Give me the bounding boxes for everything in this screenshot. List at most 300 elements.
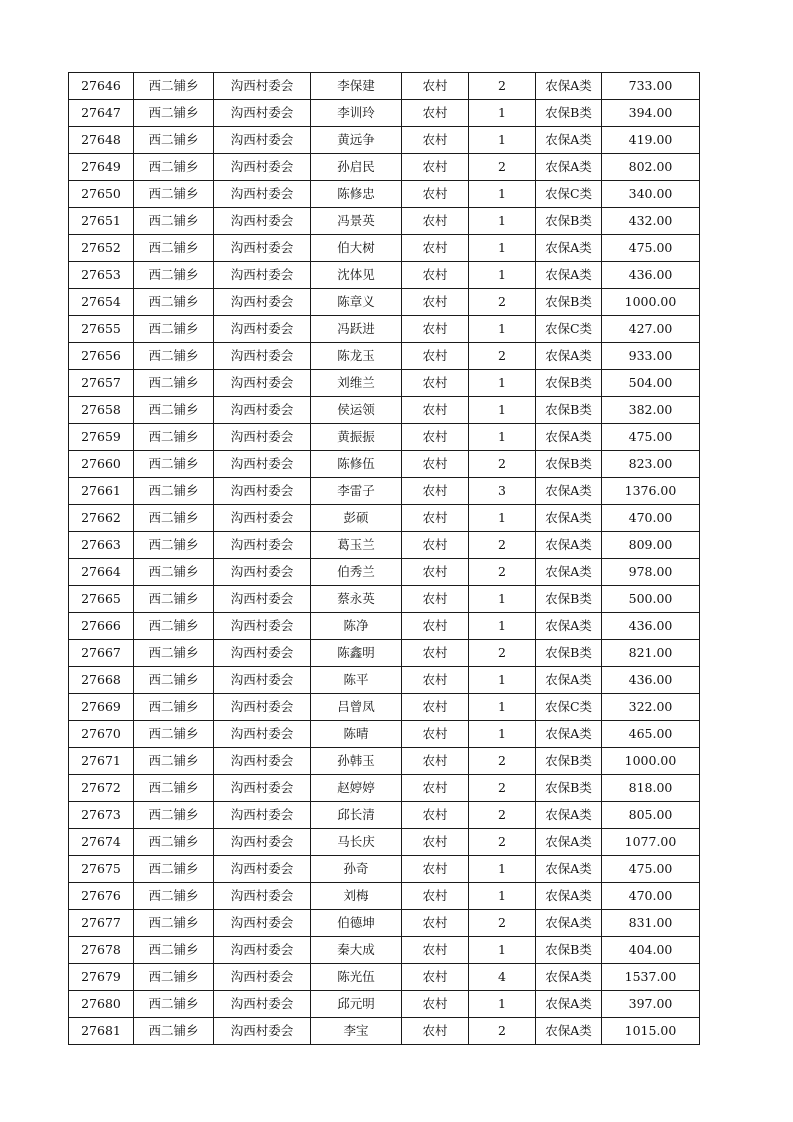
household-size-cell: 1 — [469, 235, 536, 262]
record-id-cell: 27650 — [69, 181, 134, 208]
village-committee-cell: 沟西村委会 — [214, 559, 311, 586]
household-size-cell: 1 — [469, 208, 536, 235]
person-name-cell: 秦大成 — [311, 937, 402, 964]
insurance-category-cell: 农保A类 — [536, 1018, 602, 1045]
record-id-cell: 27678 — [69, 937, 134, 964]
amount-cell: 500.00 — [602, 586, 700, 613]
insurance-category-cell: 农保C类 — [536, 694, 602, 721]
amount-cell: 340.00 — [602, 181, 700, 208]
household-size-cell: 2 — [469, 289, 536, 316]
record-id-cell: 27651 — [69, 208, 134, 235]
table-row — [69, 586, 700, 613]
household-size-cell: 1 — [469, 883, 536, 910]
table-row — [69, 370, 700, 397]
record-id-cell: 27661 — [69, 478, 134, 505]
person-name-cell: 沈体见 — [311, 262, 402, 289]
record-id-cell: 27666 — [69, 613, 134, 640]
insurance-category-cell: 农保B类 — [536, 289, 602, 316]
record-id-cell: 27647 — [69, 100, 134, 127]
insurance-category-cell: 农保A类 — [536, 235, 602, 262]
amount-cell: 470.00 — [602, 883, 700, 910]
area-type-cell: 农村 — [402, 478, 469, 505]
area-type-cell: 农村 — [402, 802, 469, 829]
village-committee-cell: 沟西村委会 — [214, 154, 311, 181]
table-row — [69, 397, 700, 424]
table-row — [69, 856, 700, 883]
village-committee-cell: 沟西村委会 — [214, 883, 311, 910]
record-id-cell: 27659 — [69, 424, 134, 451]
table-row — [69, 559, 700, 586]
area-type-cell: 农村 — [402, 748, 469, 775]
household-size-cell: 1 — [469, 667, 536, 694]
table-row — [69, 694, 700, 721]
village-committee-cell: 沟西村委会 — [214, 991, 311, 1018]
person-name-cell: 孙启民 — [311, 154, 402, 181]
insurance-category-cell: 农保C类 — [536, 316, 602, 343]
person-name-cell: 孙奇 — [311, 856, 402, 883]
person-name-cell: 冯跃进 — [311, 316, 402, 343]
village-committee-cell: 沟西村委会 — [214, 181, 311, 208]
person-name-cell: 彭硕 — [311, 505, 402, 532]
village-committee-cell: 沟西村委会 — [214, 802, 311, 829]
area-type-cell: 农村 — [402, 100, 469, 127]
area-type-cell: 农村 — [402, 532, 469, 559]
township-cell: 西二铺乡 — [134, 640, 214, 667]
area-type-cell: 农村 — [402, 667, 469, 694]
household-size-cell: 2 — [469, 73, 536, 100]
township-cell: 西二铺乡 — [134, 451, 214, 478]
record-id-cell: 27674 — [69, 829, 134, 856]
household-size-cell: 2 — [469, 748, 536, 775]
township-cell: 西二铺乡 — [134, 208, 214, 235]
person-name-cell: 陈龙玉 — [311, 343, 402, 370]
person-name-cell: 伯德坤 — [311, 910, 402, 937]
amount-cell: 504.00 — [602, 370, 700, 397]
amount-cell: 1015.00 — [602, 1018, 700, 1045]
table-row — [69, 235, 700, 262]
area-type-cell: 农村 — [402, 937, 469, 964]
table-row — [69, 424, 700, 451]
table-body — [69, 73, 700, 1045]
area-type-cell: 农村 — [402, 559, 469, 586]
person-name-cell: 邱长清 — [311, 802, 402, 829]
household-size-cell: 1 — [469, 424, 536, 451]
person-name-cell: 葛玉兰 — [311, 532, 402, 559]
insurance-category-cell: 农保A类 — [536, 73, 602, 100]
village-committee-cell: 沟西村委会 — [214, 424, 311, 451]
amount-cell: 419.00 — [602, 127, 700, 154]
village-committee-cell: 沟西村委会 — [214, 910, 311, 937]
record-id-cell: 27670 — [69, 721, 134, 748]
record-id-cell: 27667 — [69, 640, 134, 667]
insurance-category-cell: 农保B类 — [536, 451, 602, 478]
village-committee-cell: 沟西村委会 — [214, 613, 311, 640]
person-name-cell: 陈晴 — [311, 721, 402, 748]
table-row — [69, 451, 700, 478]
township-cell: 西二铺乡 — [134, 478, 214, 505]
record-id-cell: 27652 — [69, 235, 134, 262]
record-id-cell: 27649 — [69, 154, 134, 181]
insurance-category-cell: 农保B类 — [536, 640, 602, 667]
insurance-category-cell: 农保C类 — [536, 181, 602, 208]
area-type-cell: 农村 — [402, 910, 469, 937]
amount-cell: 475.00 — [602, 424, 700, 451]
township-cell: 西二铺乡 — [134, 100, 214, 127]
person-name-cell: 孙韩玉 — [311, 748, 402, 775]
record-id-cell: 27671 — [69, 748, 134, 775]
table-row — [69, 775, 700, 802]
village-committee-cell: 沟西村委会 — [214, 964, 311, 991]
person-name-cell: 吕曾凤 — [311, 694, 402, 721]
amount-cell: 831.00 — [602, 910, 700, 937]
township-cell: 西二铺乡 — [134, 991, 214, 1018]
record-id-cell: 27648 — [69, 127, 134, 154]
township-cell: 西二铺乡 — [134, 667, 214, 694]
insurance-category-cell: 农保B类 — [536, 586, 602, 613]
area-type-cell: 农村 — [402, 154, 469, 181]
person-name-cell: 李宝 — [311, 1018, 402, 1045]
township-cell: 西二铺乡 — [134, 343, 214, 370]
household-size-cell: 2 — [469, 910, 536, 937]
township-cell: 西二铺乡 — [134, 748, 214, 775]
village-committee-cell: 沟西村委会 — [214, 748, 311, 775]
insurance-category-cell: 农保B类 — [536, 397, 602, 424]
record-id-cell: 27665 — [69, 586, 134, 613]
village-committee-cell: 沟西村委会 — [214, 262, 311, 289]
area-type-cell: 农村 — [402, 613, 469, 640]
township-cell: 西二铺乡 — [134, 721, 214, 748]
area-type-cell: 农村 — [402, 208, 469, 235]
person-name-cell: 邱元明 — [311, 991, 402, 1018]
person-name-cell: 伯秀兰 — [311, 559, 402, 586]
amount-cell: 1000.00 — [602, 289, 700, 316]
amount-cell: 475.00 — [602, 856, 700, 883]
household-size-cell: 2 — [469, 532, 536, 559]
record-id-cell: 27672 — [69, 775, 134, 802]
record-id-cell: 27658 — [69, 397, 134, 424]
area-type-cell: 农村 — [402, 235, 469, 262]
village-committee-cell: 沟西村委会 — [214, 316, 311, 343]
table-row — [69, 991, 700, 1018]
insurance-category-cell: 农保A类 — [536, 343, 602, 370]
village-committee-cell: 沟西村委会 — [214, 1018, 311, 1045]
township-cell: 西二铺乡 — [134, 586, 214, 613]
amount-cell: 802.00 — [602, 154, 700, 181]
record-id-cell: 27664 — [69, 559, 134, 586]
township-cell: 西二铺乡 — [134, 856, 214, 883]
village-committee-cell: 沟西村委会 — [214, 451, 311, 478]
village-committee-cell: 沟西村委会 — [214, 397, 311, 424]
amount-cell: 382.00 — [602, 397, 700, 424]
table-row — [69, 289, 700, 316]
area-type-cell: 农村 — [402, 964, 469, 991]
household-size-cell: 1 — [469, 694, 536, 721]
area-type-cell: 农村 — [402, 127, 469, 154]
amount-cell: 1376.00 — [602, 478, 700, 505]
amount-cell: 394.00 — [602, 100, 700, 127]
person-name-cell: 李训玲 — [311, 100, 402, 127]
amount-cell: 322.00 — [602, 694, 700, 721]
household-size-cell: 2 — [469, 775, 536, 802]
insurance-category-cell: 农保A类 — [536, 154, 602, 181]
household-size-cell: 1 — [469, 370, 536, 397]
household-size-cell: 2 — [469, 559, 536, 586]
table-row — [69, 478, 700, 505]
household-size-cell: 1 — [469, 397, 536, 424]
township-cell: 西二铺乡 — [134, 613, 214, 640]
table-row — [69, 316, 700, 343]
amount-cell: 978.00 — [602, 559, 700, 586]
area-type-cell: 农村 — [402, 370, 469, 397]
amount-cell: 436.00 — [602, 667, 700, 694]
person-name-cell: 陈平 — [311, 667, 402, 694]
table-row — [69, 208, 700, 235]
household-size-cell: 1 — [469, 505, 536, 532]
amount-cell: 1000.00 — [602, 748, 700, 775]
township-cell: 西二铺乡 — [134, 802, 214, 829]
person-name-cell: 黄远争 — [311, 127, 402, 154]
insurance-category-cell: 农保A类 — [536, 262, 602, 289]
insurance-category-cell: 农保B类 — [536, 100, 602, 127]
person-name-cell: 陈净 — [311, 613, 402, 640]
area-type-cell: 农村 — [402, 1018, 469, 1045]
insurance-category-cell: 农保A类 — [536, 964, 602, 991]
area-type-cell: 农村 — [402, 316, 469, 343]
table-row — [69, 100, 700, 127]
area-type-cell: 农村 — [402, 73, 469, 100]
household-size-cell: 1 — [469, 181, 536, 208]
township-cell: 西二铺乡 — [134, 127, 214, 154]
person-name-cell: 刘梅 — [311, 883, 402, 910]
insurance-category-cell: 农保A类 — [536, 829, 602, 856]
township-cell: 西二铺乡 — [134, 316, 214, 343]
amount-cell: 805.00 — [602, 802, 700, 829]
insurance-category-cell: 农保A类 — [536, 667, 602, 694]
area-type-cell: 农村 — [402, 262, 469, 289]
person-name-cell: 侯运领 — [311, 397, 402, 424]
insurance-category-cell: 农保A类 — [536, 532, 602, 559]
area-type-cell: 农村 — [402, 883, 469, 910]
township-cell: 西二铺乡 — [134, 262, 214, 289]
insurance-category-cell: 农保A类 — [536, 505, 602, 532]
township-cell: 西二铺乡 — [134, 154, 214, 181]
person-name-cell: 刘维兰 — [311, 370, 402, 397]
village-committee-cell: 沟西村委会 — [214, 775, 311, 802]
household-size-cell: 1 — [469, 937, 536, 964]
record-id-cell: 27675 — [69, 856, 134, 883]
township-cell: 西二铺乡 — [134, 910, 214, 937]
township-cell: 西二铺乡 — [134, 694, 214, 721]
village-committee-cell: 沟西村委会 — [214, 478, 311, 505]
area-type-cell: 农村 — [402, 829, 469, 856]
table-row — [69, 748, 700, 775]
record-id-cell: 27663 — [69, 532, 134, 559]
household-size-cell: 2 — [469, 1018, 536, 1045]
table-row — [69, 1018, 700, 1045]
insurance-category-cell: 农保B类 — [536, 370, 602, 397]
insurance-category-cell: 农保A类 — [536, 883, 602, 910]
amount-cell: 436.00 — [602, 613, 700, 640]
record-id-cell: 27655 — [69, 316, 134, 343]
area-type-cell: 农村 — [402, 991, 469, 1018]
person-name-cell: 陈光伍 — [311, 964, 402, 991]
township-cell: 西二铺乡 — [134, 73, 214, 100]
village-committee-cell: 沟西村委会 — [214, 235, 311, 262]
township-cell: 西二铺乡 — [134, 964, 214, 991]
township-cell: 西二铺乡 — [134, 505, 214, 532]
record-id-cell: 27654 — [69, 289, 134, 316]
insurance-category-cell: 农保A类 — [536, 856, 602, 883]
table-row — [69, 802, 700, 829]
table-row — [69, 613, 700, 640]
household-size-cell: 2 — [469, 343, 536, 370]
township-cell: 西二铺乡 — [134, 829, 214, 856]
record-id-cell: 27673 — [69, 802, 134, 829]
household-size-cell: 1 — [469, 100, 536, 127]
area-type-cell: 农村 — [402, 721, 469, 748]
table-row — [69, 937, 700, 964]
township-cell: 西二铺乡 — [134, 937, 214, 964]
amount-cell: 809.00 — [602, 532, 700, 559]
township-cell: 西二铺乡 — [134, 883, 214, 910]
village-committee-cell: 沟西村委会 — [214, 289, 311, 316]
record-id-cell: 27646 — [69, 73, 134, 100]
township-cell: 西二铺乡 — [134, 397, 214, 424]
record-id-cell: 27681 — [69, 1018, 134, 1045]
amount-cell: 733.00 — [602, 73, 700, 100]
area-type-cell: 农村 — [402, 640, 469, 667]
township-cell: 西二铺乡 — [134, 181, 214, 208]
person-name-cell: 赵婷婷 — [311, 775, 402, 802]
table-row — [69, 910, 700, 937]
amount-cell: 475.00 — [602, 235, 700, 262]
insurance-category-cell: 农保A类 — [536, 910, 602, 937]
record-id-cell: 27677 — [69, 910, 134, 937]
area-type-cell: 农村 — [402, 397, 469, 424]
township-cell: 西二铺乡 — [134, 289, 214, 316]
person-name-cell: 李保建 — [311, 73, 402, 100]
person-name-cell: 冯景英 — [311, 208, 402, 235]
village-committee-cell: 沟西村委会 — [214, 208, 311, 235]
township-cell: 西二铺乡 — [134, 370, 214, 397]
village-committee-cell: 沟西村委会 — [214, 100, 311, 127]
record-id-cell: 27679 — [69, 964, 134, 991]
table-row — [69, 721, 700, 748]
township-cell: 西二铺乡 — [134, 532, 214, 559]
amount-cell: 436.00 — [602, 262, 700, 289]
household-size-cell: 2 — [469, 802, 536, 829]
household-size-cell: 4 — [469, 964, 536, 991]
household-size-cell: 2 — [469, 829, 536, 856]
area-type-cell: 农村 — [402, 694, 469, 721]
amount-cell: 933.00 — [602, 343, 700, 370]
insurance-category-cell: 农保B类 — [536, 775, 602, 802]
person-name-cell: 陈修忠 — [311, 181, 402, 208]
amount-cell: 1077.00 — [602, 829, 700, 856]
village-committee-cell: 沟西村委会 — [214, 370, 311, 397]
household-size-cell: 1 — [469, 262, 536, 289]
record-id-cell: 27660 — [69, 451, 134, 478]
insurance-category-cell: 农保B类 — [536, 748, 602, 775]
village-committee-cell: 沟西村委会 — [214, 937, 311, 964]
village-committee-cell: 沟西村委会 — [214, 532, 311, 559]
amount-cell: 823.00 — [602, 451, 700, 478]
village-committee-cell: 沟西村委会 — [214, 856, 311, 883]
record-id-cell: 27662 — [69, 505, 134, 532]
village-committee-cell: 沟西村委会 — [214, 343, 311, 370]
insurance-category-cell: 农保A类 — [536, 424, 602, 451]
area-type-cell: 农村 — [402, 586, 469, 613]
area-type-cell: 农村 — [402, 343, 469, 370]
record-id-cell: 27656 — [69, 343, 134, 370]
table-row — [69, 127, 700, 154]
household-size-cell: 1 — [469, 127, 536, 154]
insurance-category-cell: 农保A类 — [536, 127, 602, 154]
household-size-cell: 1 — [469, 991, 536, 1018]
area-type-cell: 农村 — [402, 181, 469, 208]
table-row — [69, 73, 700, 100]
insurance-category-cell: 农保A类 — [536, 802, 602, 829]
household-size-cell: 1 — [469, 316, 536, 343]
township-cell: 西二铺乡 — [134, 424, 214, 451]
person-name-cell: 蔡永英 — [311, 586, 402, 613]
village-committee-cell: 沟西村委会 — [214, 829, 311, 856]
insurance-category-cell: 农保B类 — [536, 937, 602, 964]
township-cell: 西二铺乡 — [134, 235, 214, 262]
person-name-cell: 陈修伍 — [311, 451, 402, 478]
amount-cell: 1537.00 — [602, 964, 700, 991]
data-table — [68, 72, 700, 1045]
area-type-cell: 农村 — [402, 451, 469, 478]
record-id-cell: 27680 — [69, 991, 134, 1018]
insurance-category-cell: 农保B类 — [536, 208, 602, 235]
record-id-cell: 27657 — [69, 370, 134, 397]
household-size-cell: 1 — [469, 586, 536, 613]
insurance-category-cell: 农保A类 — [536, 721, 602, 748]
record-id-cell: 27668 — [69, 667, 134, 694]
table-row — [69, 181, 700, 208]
household-size-cell: 2 — [469, 154, 536, 181]
table-row — [69, 262, 700, 289]
table-row — [69, 964, 700, 991]
insurance-category-cell: 农保A类 — [536, 991, 602, 1018]
amount-cell: 470.00 — [602, 505, 700, 532]
village-committee-cell: 沟西村委会 — [214, 694, 311, 721]
amount-cell: 821.00 — [602, 640, 700, 667]
household-size-cell: 2 — [469, 640, 536, 667]
township-cell: 西二铺乡 — [134, 559, 214, 586]
insurance-category-cell: 农保A类 — [536, 478, 602, 505]
amount-cell: 465.00 — [602, 721, 700, 748]
village-committee-cell: 沟西村委会 — [214, 721, 311, 748]
amount-cell: 397.00 — [602, 991, 700, 1018]
household-size-cell: 1 — [469, 613, 536, 640]
area-type-cell: 农村 — [402, 289, 469, 316]
township-cell: 西二铺乡 — [134, 775, 214, 802]
amount-cell: 404.00 — [602, 937, 700, 964]
amount-cell: 427.00 — [602, 316, 700, 343]
area-type-cell: 农村 — [402, 505, 469, 532]
insurance-category-cell: 农保A类 — [536, 559, 602, 586]
area-type-cell: 农村 — [402, 424, 469, 451]
amount-cell: 818.00 — [602, 775, 700, 802]
village-committee-cell: 沟西村委会 — [214, 667, 311, 694]
record-id-cell: 27653 — [69, 262, 134, 289]
record-id-cell: 27669 — [69, 694, 134, 721]
person-name-cell: 陈鑫明 — [311, 640, 402, 667]
household-size-cell: 2 — [469, 451, 536, 478]
table-row — [69, 154, 700, 181]
